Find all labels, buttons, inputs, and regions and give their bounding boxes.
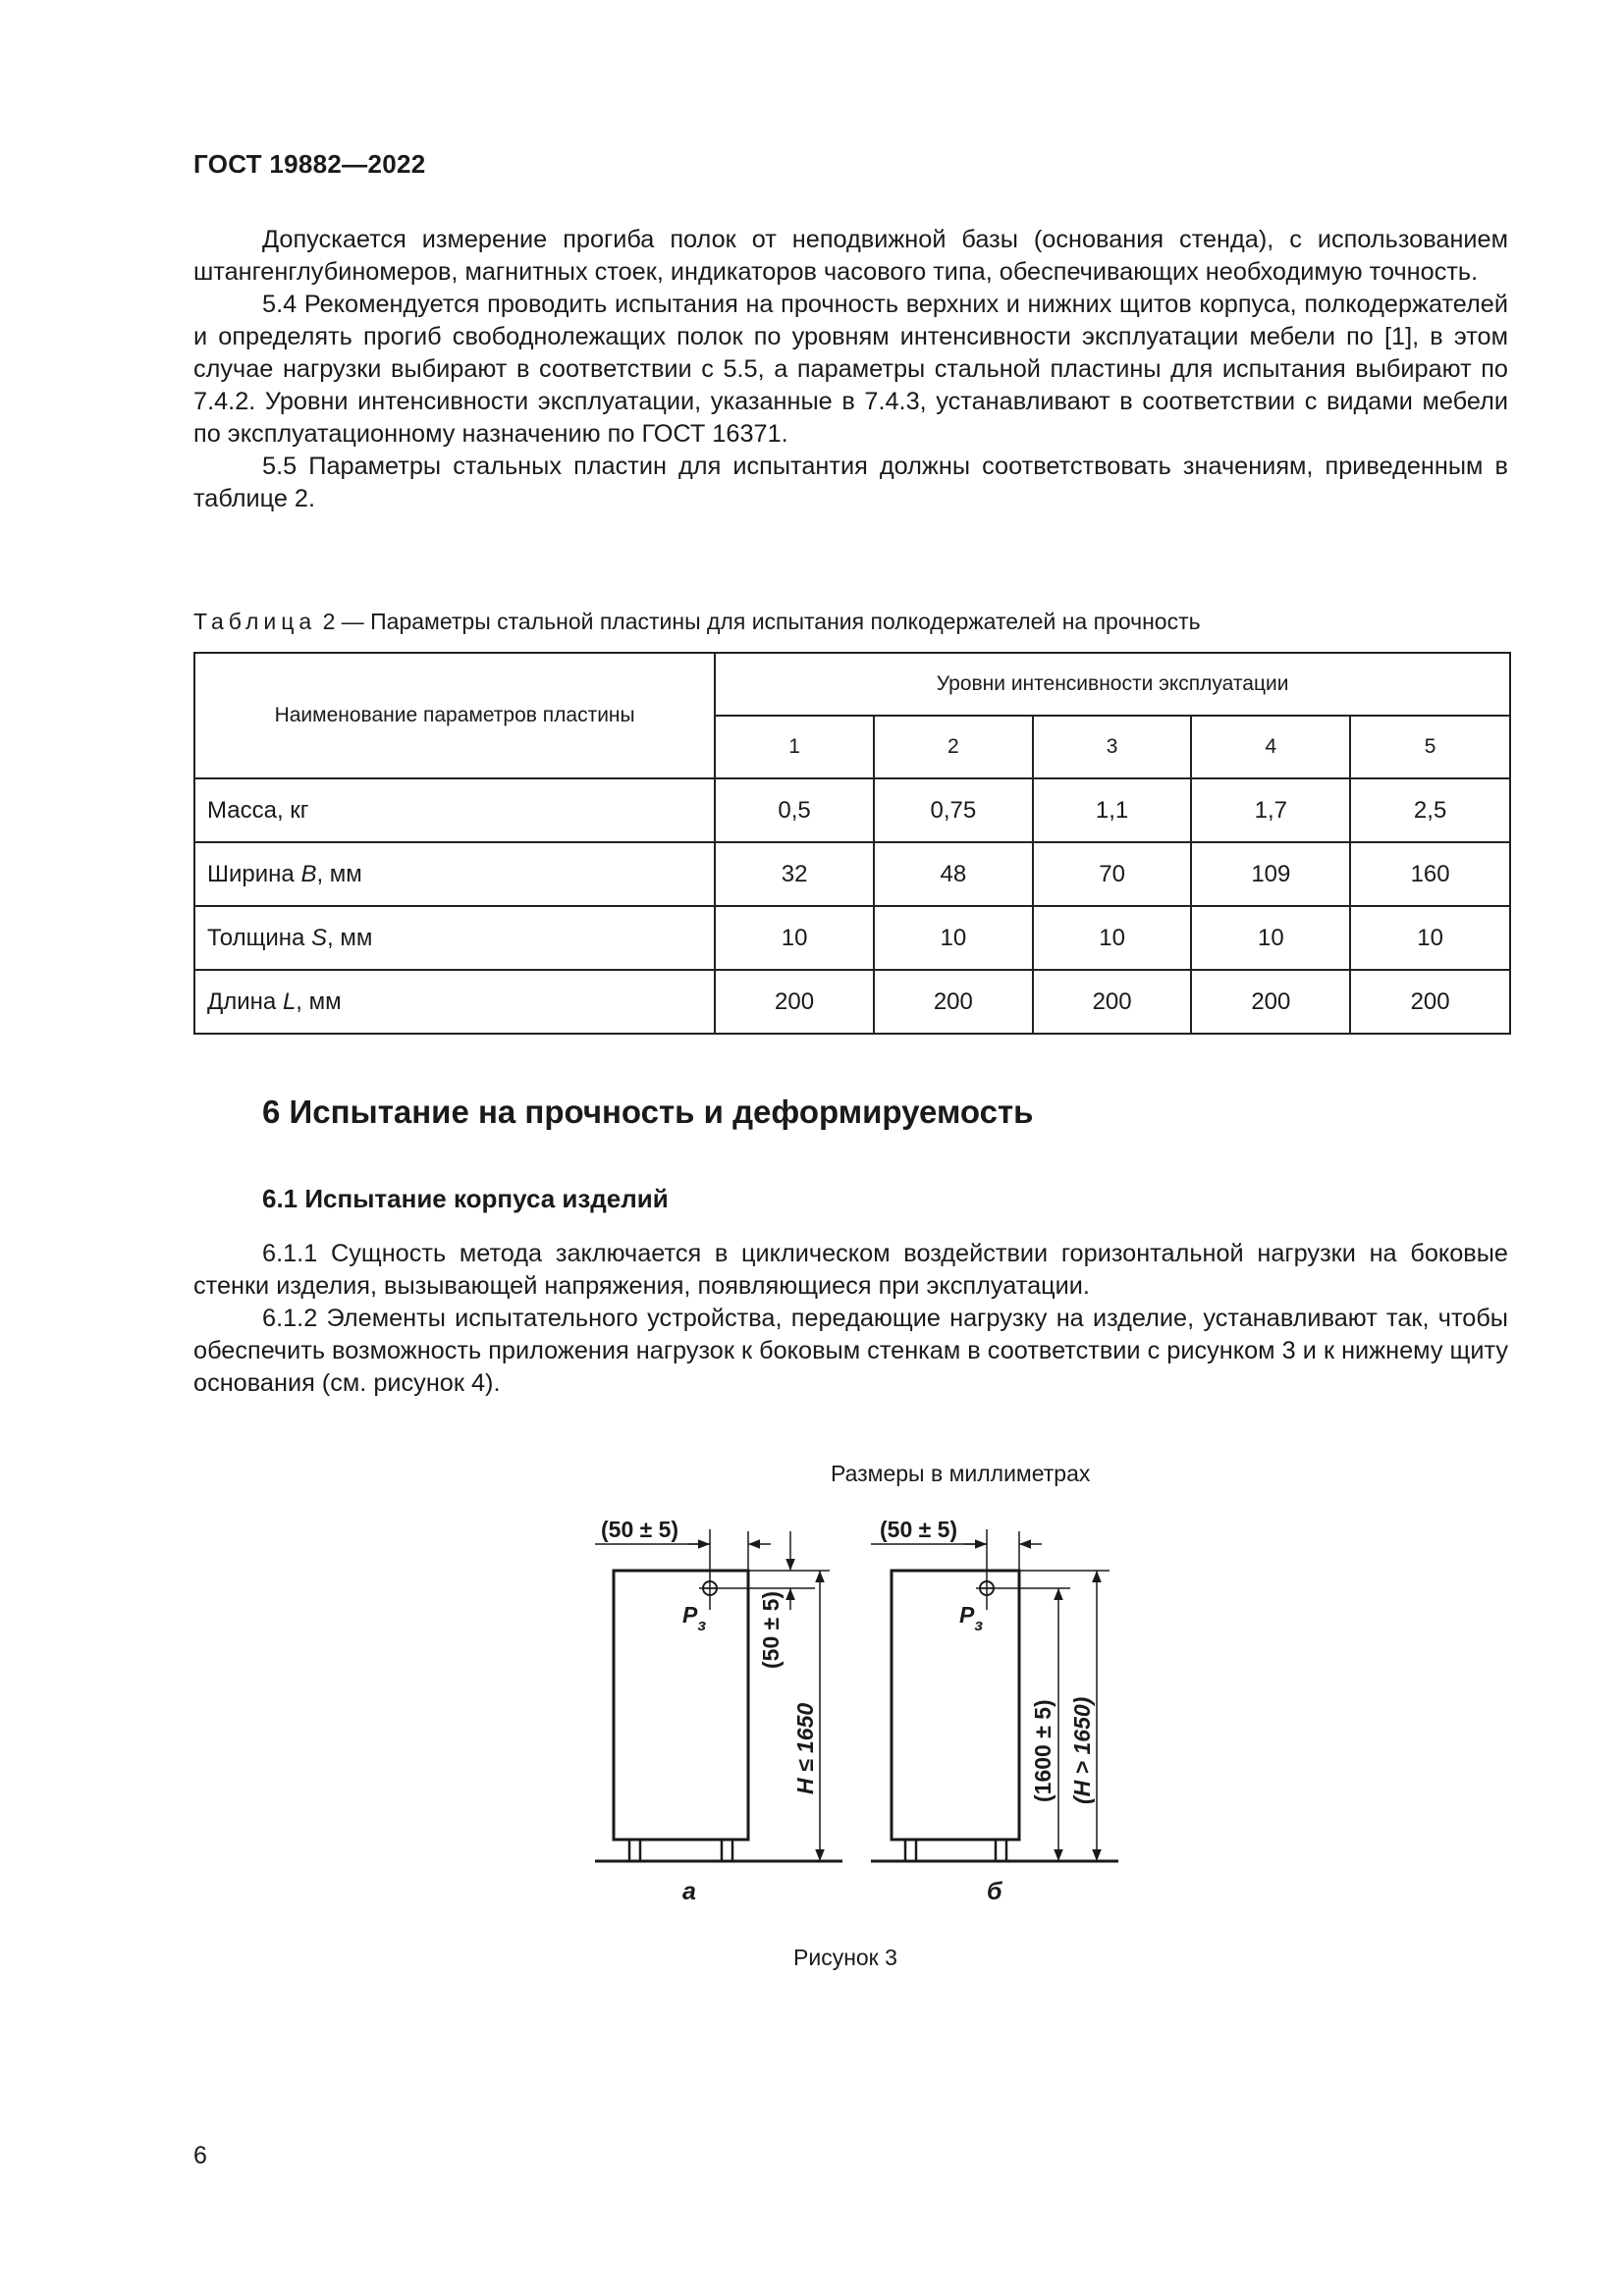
cell-value: 200 [1350, 970, 1510, 1034]
cell-value: 160 [1350, 842, 1510, 906]
cabinet-diagram-a [595, 1529, 842, 1861]
row-name-suffix: , мм [327, 924, 373, 951]
cell-value: 10 [715, 906, 874, 970]
cell-value: 200 [715, 970, 874, 1034]
vertical-label: (1600 ± 5) [1030, 1699, 1056, 1802]
header-levels: Уровни интенсивности эксплуатации [715, 653, 1510, 716]
cell-value: 109 [1191, 842, 1350, 906]
units-note: Размеры в миллиметрах [831, 1461, 1091, 1486]
paragraph-6-1-1: 6.1.1 Сущность метода заключается в циклическом воздействии горизонтальной нагрузки на боковые стенки изделия, вызывающей напряжения, появляющиеся при эксплуатации. [193, 1240, 1508, 1300]
section-6-title: 6 Испытание на прочность и деформируемость [262, 1094, 1034, 1130]
height-label: H ≤ 1650 [792, 1702, 818, 1794]
cabinet-leg [905, 1840, 916, 1861]
height-label: (H > 1650) [1069, 1696, 1095, 1804]
cell-value: 10 [1033, 906, 1192, 970]
offset-label: (50 ± 5) [601, 1517, 679, 1542]
offset-label: (50 ± 5) [880, 1517, 958, 1542]
row-name-variable: B [300, 860, 317, 887]
load-label-subscript: з [697, 1616, 707, 1634]
subsection-6-1-title: 6.1 Испытание корпуса изделий [262, 1184, 669, 1213]
cell-value: 1,1 [1033, 778, 1192, 842]
row-name-prefix: Ширина [207, 860, 301, 887]
cabinet-leg [629, 1840, 640, 1861]
load-label-letter: P [959, 1602, 975, 1628]
cell-value: 200 [874, 970, 1033, 1034]
cell-value: 200 [1033, 970, 1192, 1034]
subfigure-letter: б [987, 1878, 1002, 1905]
cell-value: 0,5 [715, 778, 874, 842]
cell-value: 10 [1191, 906, 1350, 970]
header-parameter-name: Наименование параметров пластины [194, 653, 715, 778]
cell-value: 0,75 [874, 778, 1033, 842]
cabinet-body [614, 1571, 748, 1840]
row-name-suffix: , мм [296, 988, 342, 1015]
cell-value: 2,5 [1350, 778, 1510, 842]
paragraph-5-5: 5.5 Параметры стальных пластин для испытантия должны соответствовать значениям, приведенным в таблице 2. [193, 453, 1508, 512]
cell-value: 1,7 [1191, 778, 1350, 842]
header-level: 4 [1191, 716, 1350, 778]
row-name-suffix: , мм [316, 860, 362, 887]
paragraph-6-1-2: 6.1.2 Элементы испытательного устройства, передающие нагрузку на изделие, устанавливают так, чтобы обеспечить возможность приложения нагрузок к боковым стенкам в соответствии с рисунком 3 и к нижнему щиту основания (см. рисунок 4). [193, 1305, 1508, 1397]
load-label-subscript: з [974, 1616, 984, 1634]
cabinet-leg [996, 1840, 1006, 1861]
paragraph-5-4: 5.4 Рекомендуется проводить испытания на прочность верхних и нижних щитов корпуса, полкодержателей и определять прогиб свободнолежащих полок по уровням интенсивности эксплуатации мебели по [1], в этом случае нагрузки выбирают в соответствии с 5.5, а параметры стальной пластины для испытания выбирают по 7.4.2. Уровни интенсивности эксплуатации, указанные в 7.4.3, устанавливают в соответствии с видами мебели по эксплуатационному назначению по ГОСТ 16371. [193, 291, 1508, 448]
cell-value: 200 [1191, 970, 1350, 1034]
cell-value: 32 [715, 842, 874, 906]
load-label-letter: P [682, 1602, 698, 1628]
header-level: 1 [715, 716, 874, 778]
subfigure-letter: а [682, 1878, 696, 1905]
row-name-prefix: Толщина [207, 924, 312, 951]
cabinet-leg [722, 1840, 732, 1861]
load-label [959, 1602, 983, 1634]
cell-value: 70 [1033, 842, 1192, 906]
cabinet-body [892, 1571, 1019, 1840]
header-level: 5 [1350, 716, 1510, 778]
row-name: Масса, кг [194, 778, 715, 842]
header-level: 2 [874, 716, 1033, 778]
row-name-variable: L [282, 988, 297, 1015]
load-label [682, 1602, 706, 1634]
row-name-prefix: Длина [207, 988, 283, 1015]
paragraph-measurement: Допускается измерение прогиба полок от неподвижной базы (основания стенда), с использованием штангенглубиномеров, магнитных стоек, индикаторов часового типа, обеспечивающих необходимую точность. [193, 226, 1508, 286]
cell-value: 48 [874, 842, 1033, 906]
header-level: 3 [1033, 716, 1192, 778]
vertical-label: (50 ± 5) [758, 1590, 784, 1669]
document-code: ГОСТ 19882—2022 [193, 149, 426, 179]
page-number: 6 [193, 2142, 207, 2169]
cabinet-diagram-b [871, 1529, 1118, 1861]
row-name-variable: S [311, 924, 328, 951]
cell-value: 10 [1350, 906, 1510, 970]
table-caption-text: 2 — Параметры стальной пластины для испытания полкодержателей на прочность [322, 609, 1201, 634]
table-caption-word: Таблица [193, 609, 317, 634]
figure-caption: Рисунок 3 [793, 1945, 897, 1970]
cell-value: 10 [874, 906, 1033, 970]
